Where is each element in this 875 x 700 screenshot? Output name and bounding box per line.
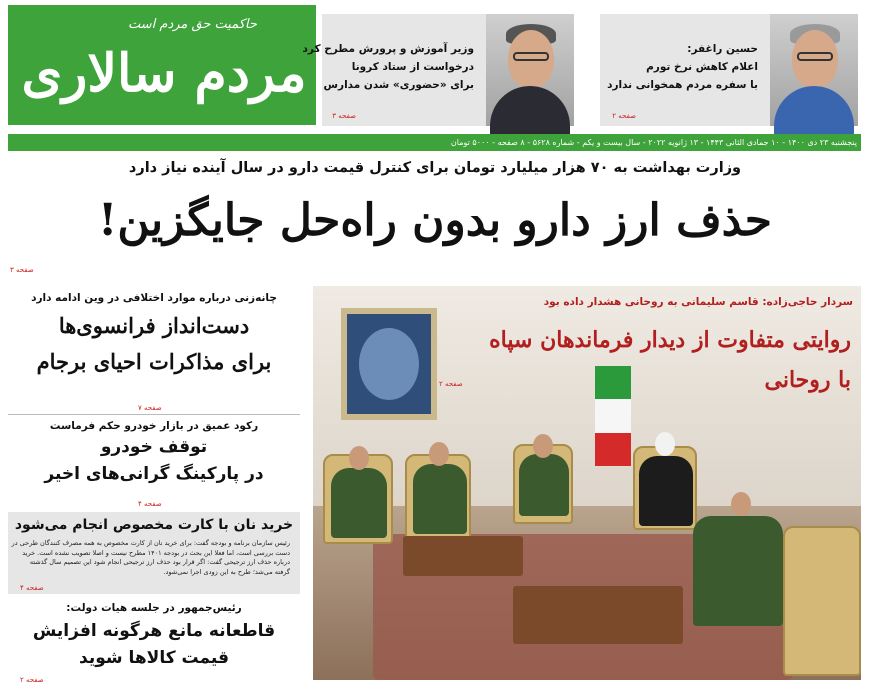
masthead-slogan: حاکمیت حق مردم است (128, 17, 257, 32)
flag-stripe-white (595, 399, 631, 432)
story-bread-card[interactable] (8, 512, 300, 594)
minister-photo (486, 14, 574, 126)
story-president-prices[interactable] (8, 602, 300, 672)
teaser-line: با سفره مردم همخوانی ندارد (607, 79, 758, 91)
story-headline-line: قیمت کالاها شوید (79, 648, 229, 668)
teaser-line: اعلام کاهش نرخ تورم (646, 61, 758, 73)
glasses-shape (797, 52, 833, 61)
calligraphy-frame (341, 308, 437, 420)
glasses-shape (513, 52, 549, 61)
page-ref: صفحه ۷ (138, 404, 162, 412)
body-line: رئیس سازمان برنامه و بودجه گفت: برای خرید نان از کارت مخصوص به همه مصرف کنندگان طرحی در (11, 539, 290, 547)
teaser-line: حسین راغفر: (687, 43, 758, 55)
teaser-education-minister[interactable] (302, 14, 574, 126)
body-line: دست بررسی است، اما فعلا این بحث در بودجه ۱۴۰۱ مطرح نیست و اصلا تصویب نشده است. خرید (22, 548, 290, 557)
teaser-line: درخواست از ستاد کرونا (351, 61, 474, 73)
lead-kicker: وزارت بهداشت به ۷۰ هزار میلیارد تومان برای کنترل قیمت دارو در سال آینده نیاز دارد (128, 160, 742, 176)
page-ref: صفحه ۴ (138, 500, 162, 508)
story-body (8, 533, 300, 577)
suit-shape (490, 86, 570, 136)
page-ref: صفحه ۳ (332, 112, 356, 120)
teaser-text (607, 40, 758, 94)
story-headline-line: قاطعانه مانع هرگونه افزایش (32, 621, 276, 641)
main-photo-story[interactable] (313, 286, 861, 680)
lead-headline[interactable]: حذف ارز دارو بدون راه‌حل جایگزین! (98, 195, 772, 246)
page-ref: صفحه ۲ (20, 676, 44, 684)
head-shape (429, 442, 449, 466)
turban-shape (655, 432, 675, 456)
story-vienna-talks[interactable] (8, 292, 300, 380)
photo-story-kicker: سردار حاجی‌زاده: قاسم سلیمانی به روحانی هشدار داده بود (543, 296, 853, 308)
teaser-raghfar[interactable] (600, 14, 858, 126)
masthead (8, 5, 316, 125)
page-ref: صفحه ۴ (20, 584, 44, 592)
headline-line: روایتی متفاوت از دیدار فرماندهان سپاه (489, 327, 851, 353)
teaser-text (303, 40, 474, 94)
commander-figure (331, 468, 387, 538)
story-kicker: رئیس‌جمهور در جلسه هیات دولت: (66, 602, 242, 614)
story-car-market[interactable] (8, 420, 300, 488)
story-kicker: رکود عمیق در بازار خودرو حکم فرماست (49, 420, 259, 432)
left-column (8, 286, 300, 686)
commander-figure (413, 464, 467, 534)
page-ref: صفحه ۲ (439, 380, 463, 388)
photo-story-headline (489, 320, 851, 400)
armchair (783, 526, 861, 676)
flag-stripe-red (595, 433, 631, 466)
divider (8, 414, 300, 415)
body-line: درباره حذف ارز ترجیحی گفت: اگر قرار بود حذف ارز ترجیحی انجام شود این تصمیم سال گذشته (29, 558, 290, 566)
cleric-figure (639, 456, 693, 526)
commander-figure (693, 516, 783, 626)
page-ref: صفحه ۳ (10, 266, 34, 274)
head-shape (731, 492, 751, 516)
story-headline-line: در پارکینگ گرانی‌های اخیر (44, 464, 264, 484)
story-headline-line: توقف خودرو (100, 437, 208, 457)
story-headline-line: دست‌انداز فرانسوی‌ها (58, 313, 250, 338)
dateline-bar: پنجشنبه ۲۳ دی ۱۴۰۰ - ۱۰ جمادی الثانی ۱۴۴۳ - ۱۳ ژانویه ۲۰۲۲ - سال بیست و یکم - شماره ۵۶۲۸ - ۸ صفحه - ۵۰۰۰ تومان (8, 134, 861, 151)
headline-line: با روحانی (764, 367, 851, 393)
body-line: گرفته می‌شد؛ طرح به این زودی اجرا نمی‌شود. (163, 567, 290, 576)
page-ref: صفحه ۲ (612, 112, 636, 120)
teaser-line: وزیر آموزش و پرورش مطرح کرد (302, 43, 474, 55)
coffee-table (403, 536, 523, 576)
calligraphy-medallion (359, 328, 419, 400)
coffee-table (513, 586, 683, 644)
newspaper-logo[interactable]: مردم سالاری (21, 43, 307, 104)
shirt-shape (774, 86, 854, 136)
head-shape (533, 434, 553, 458)
teaser-line: برای «حضوری» شدن مدارس (323, 79, 474, 91)
story-kicker: چانه‌زنی درباره موارد اختلافی در وین ادامه دارد (31, 292, 277, 304)
commander-figure (519, 454, 569, 516)
head-shape (349, 446, 369, 470)
story-headline: خرید نان با کارت مخصوص انجام می‌شود (14, 517, 294, 533)
story-headline-line: برای مذاکرات احیای برجام (36, 349, 272, 374)
raghfar-photo (770, 14, 858, 126)
